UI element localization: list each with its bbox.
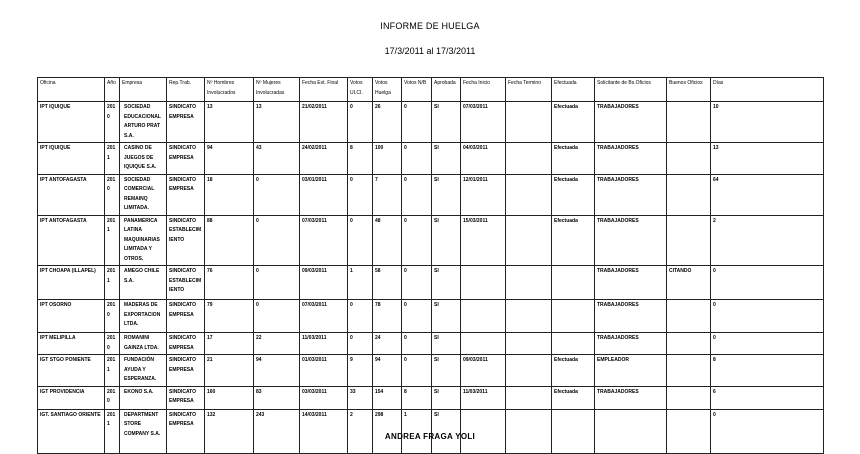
cell-fecha-ext-final: 07/03/2011 — [300, 300, 348, 333]
cell-votos-nb: 1 — [402, 409, 432, 453]
cell-fecha-inicio — [461, 266, 506, 300]
table-row — [38, 174, 824, 215]
cell-solicitante: TRABAJADORES — [595, 102, 667, 143]
cell-dias: 13 — [711, 143, 824, 175]
cell-solicitante: EMPLEADOR — [595, 355, 667, 387]
cell-fecha-inicio — [461, 409, 506, 453]
cell-votos-nb: 0 — [402, 333, 432, 355]
cell-fecha-inicio: 11/03/2011 — [461, 386, 506, 409]
cell-votos-nb: 0 — [402, 300, 432, 333]
report-title: INFORME DE HUELGA — [380, 21, 480, 31]
cell-dias: 64 — [711, 174, 824, 215]
cell-empresa: EKONO S.A. — [120, 386, 167, 409]
cell-anio: 2010 — [105, 174, 120, 215]
cell-votos-nb: 0 — [402, 215, 432, 266]
cell-votos-ui-ci: 0 — [348, 300, 373, 333]
cell-aprobada: SI — [432, 102, 461, 143]
cell-empresa: AMEGO CHILE S.A. — [120, 266, 167, 300]
cell-mujeres: 0 — [254, 174, 300, 215]
cell-votos-huelga: 7 — [373, 174, 402, 215]
table-row — [38, 215, 824, 266]
cell-dias: 8 — [711, 355, 824, 387]
cell-anio: 2011 — [105, 143, 120, 175]
cell-rep-trab: SINDICATO EMPRESA — [167, 386, 205, 409]
cell-empresa: FUNDACIÓN AYUDA Y ESPERANZA. — [120, 355, 167, 387]
cell-efectuada: Efectuada — [552, 386, 595, 409]
cell-votos-huelga: 100 — [373, 143, 402, 175]
table-row — [38, 386, 824, 409]
cell-rep-trab: SINDICATO ESTABLECIMIENTO — [167, 266, 205, 300]
cell-aprobada: SI — [432, 333, 461, 355]
cell-dias: 0 — [711, 333, 824, 355]
cell-anio: 2011 — [105, 409, 120, 453]
column-header-votos-ui-ci: Votos UI.CI. — [348, 78, 373, 102]
cell-efectuada: Efectuada — [552, 355, 595, 387]
cell-fecha-termino — [506, 215, 552, 266]
cell-fecha-termino — [506, 386, 552, 409]
cell-buenos-oficios — [667, 215, 711, 266]
cell-fecha-inicio: 04/03/2011 — [461, 143, 506, 175]
cell-anio: 2011 — [105, 355, 120, 387]
cell-oficina: IPT ANTOFAGASTA — [38, 174, 105, 215]
cell-votos-nb: 0 — [402, 102, 432, 143]
cell-efectuada: Efectuada — [552, 102, 595, 143]
cell-votos-huelga: 154 — [373, 386, 402, 409]
cell-anio: 2010 — [105, 300, 120, 333]
cell-aprobada: SI — [432, 355, 461, 387]
cell-efectuada — [552, 333, 595, 355]
cell-hombres: 79 — [205, 300, 254, 333]
cell-votos-huelga: 24 — [373, 333, 402, 355]
cell-hombres: 13 — [205, 102, 254, 143]
cell-buenos-oficios — [667, 355, 711, 387]
cell-anio: 2011 — [105, 266, 120, 300]
cell-votos-huelga: 58 — [373, 266, 402, 300]
cell-oficina: IPT OSORNO — [38, 300, 105, 333]
column-header-fecha-termino: Fecha Termino — [506, 78, 552, 102]
table-row — [38, 409, 824, 453]
cell-hombres: 18 — [205, 174, 254, 215]
cell-votos-ui-ci: 0 — [348, 174, 373, 215]
cell-votos-nb: 0 — [402, 355, 432, 387]
cell-buenos-oficios — [667, 333, 711, 355]
cell-aprobada: SI — [432, 409, 461, 453]
cell-solicitante: TRABAJADORES — [595, 386, 667, 409]
cell-hombres: 17 — [205, 333, 254, 355]
cell-empresa: SOCIEDAD EDUCACIONAL ARTURO PRAT S.A. — [120, 102, 167, 143]
cell-votos-ui-ci: 2 — [348, 409, 373, 453]
cell-fecha-inicio: 07/03/2011 — [461, 102, 506, 143]
cell-votos-huelga: 48 — [373, 215, 402, 266]
cell-fecha-ext-final: 09/03/2011 — [300, 266, 348, 300]
table-row — [38, 300, 824, 333]
cell-fecha-inicio — [461, 333, 506, 355]
cell-empresa: PANAMERICA LATINA MAQUINARIAS LIMITADA Y OTROS. — [120, 215, 167, 266]
report-date-range: 17/3/2011 al 17/3/2011 — [384, 46, 476, 56]
table-row — [38, 102, 824, 143]
cell-empresa: CASINO DE JUEGOS DE IQUIQUE S.A. — [120, 143, 167, 175]
cell-efectuada — [552, 300, 595, 333]
cell-hombres: 21 — [205, 355, 254, 387]
cell-oficina: IGT STGO PONIENTE — [38, 355, 105, 387]
signature-name: ANDREA FRAGA YOLI — [384, 432, 476, 441]
column-header-solicitante: Solicitante de Bs.Oficios — [595, 78, 667, 102]
cell-aprobada: SI — [432, 215, 461, 266]
cell-mujeres: 243 — [254, 409, 300, 453]
column-header-fecha-inicio: Fecha Inicio — [461, 78, 506, 102]
cell-votos-huelga: 78 — [373, 300, 402, 333]
column-header-mujeres: Nº Mujeres Involucradas — [254, 78, 300, 102]
column-header-hombres: Nº Hombres Involucrados — [205, 78, 254, 102]
cell-votos-huelga: 298 — [373, 409, 402, 453]
cell-oficina: IPT CHOAPA (ILLAPEL) — [38, 266, 105, 300]
cell-fecha-termino — [506, 333, 552, 355]
cell-efectuada: Efectuada — [552, 215, 595, 266]
cell-mujeres: 94 — [254, 355, 300, 387]
cell-efectuada — [552, 266, 595, 300]
column-header-aprobada: Aprobada — [432, 78, 461, 102]
cell-empresa: SOCIEDAD COMERCIAL REMAINQ LIMITADA. — [120, 174, 167, 215]
cell-votos-ui-ci: 8 — [348, 143, 373, 175]
cell-fecha-termino — [506, 266, 552, 300]
column-header-votos-huelga: Votos Huelga — [373, 78, 402, 102]
cell-oficina: IPT IQUIQUE — [38, 143, 105, 175]
cell-fecha-ext-final: 14/03/2011 — [300, 409, 348, 453]
cell-votos-ui-ci: 0 — [348, 215, 373, 266]
cell-fecha-termino — [506, 143, 552, 175]
cell-dias: 0 — [711, 300, 824, 333]
cell-dias: 6 — [711, 386, 824, 409]
cell-buenos-oficios: CITANDO — [667, 266, 711, 300]
cell-hombres: 94 — [205, 143, 254, 175]
cell-votos-nb: 0 — [402, 266, 432, 300]
cell-rep-trab: SINDICATO EMPRESA — [167, 333, 205, 355]
cell-mujeres: 43 — [254, 143, 300, 175]
cell-rep-trab: SINDICATO EMPRESA — [167, 409, 205, 453]
cell-empresa: DEPARTMENT STORE COMPANY S.A. — [120, 409, 167, 453]
cell-dias: 2 — [711, 215, 824, 266]
table-header-row — [38, 78, 824, 102]
cell-fecha-inicio: 12/01/2011 — [461, 174, 506, 215]
cell-fecha-ext-final: 01/03/2011 — [300, 355, 348, 387]
column-header-oficina: Oficina — [38, 78, 105, 102]
cell-votos-ui-ci: 9 — [348, 355, 373, 387]
cell-mujeres: 0 — [254, 215, 300, 266]
cell-fecha-ext-final: 03/03/2011 — [300, 386, 348, 409]
cell-anio: 2010 — [105, 102, 120, 143]
cell-anio: 2010 — [105, 333, 120, 355]
cell-fecha-inicio — [461, 300, 506, 333]
column-header-empresa: Empresa — [120, 78, 167, 102]
cell-fecha-ext-final: 24/02/2011 — [300, 143, 348, 175]
column-header-anio: Año — [105, 78, 120, 102]
cell-fecha-termino — [506, 102, 552, 143]
cell-oficina: IPT MELIPILLA — [38, 333, 105, 355]
cell-hombres: 88 — [205, 215, 254, 266]
cell-oficina: IGT PROVIDENCIA — [38, 386, 105, 409]
cell-mujeres: 13 — [254, 102, 300, 143]
cell-anio: 2010 — [105, 386, 120, 409]
cell-fecha-inicio: 09/03/2011 — [461, 355, 506, 387]
column-header-dias: Días — [711, 78, 824, 102]
cell-votos-ui-ci: 0 — [348, 102, 373, 143]
cell-mujeres: 83 — [254, 386, 300, 409]
cell-rep-trab: SINDICATO EMPRESA — [167, 174, 205, 215]
cell-hombres: 160 — [205, 386, 254, 409]
cell-hombres: 132 — [205, 409, 254, 453]
cell-fecha-termino — [506, 355, 552, 387]
cell-buenos-oficios — [667, 174, 711, 215]
cell-votos-nb: 0 — [402, 143, 432, 175]
cell-buenos-oficios — [667, 300, 711, 333]
cell-fecha-ext-final: 21/02/2011 — [300, 102, 348, 143]
column-header-votos-nb: Votos N/B — [402, 78, 432, 102]
cell-votos-nb: 0 — [402, 174, 432, 215]
cell-oficina: IPT IQUIQUE — [38, 102, 105, 143]
cell-solicitante: TRABAJADORES — [595, 215, 667, 266]
cell-solicitante: TRABAJADORES — [595, 333, 667, 355]
cell-fecha-inicio: 15/03/2011 — [461, 215, 506, 266]
cell-votos-nb: 8 — [402, 386, 432, 409]
cell-empresa: MADERAS DE EXPORTACION LTDA. — [120, 300, 167, 333]
cell-rep-trab: SINDICATO EMPRESA — [167, 355, 205, 387]
cell-fecha-termino — [506, 174, 552, 215]
cell-oficina: IPT ANTOFAGASTA — [38, 215, 105, 266]
column-header-fecha-ext-final: Fecha Ext. Final — [300, 78, 348, 102]
cell-dias: 0 — [711, 409, 824, 453]
table-row — [38, 333, 824, 355]
cell-votos-ui-ci: 33 — [348, 386, 373, 409]
cell-solicitante: TRABAJADORES — [595, 266, 667, 300]
cell-votos-huelga: 26 — [373, 102, 402, 143]
cell-buenos-oficios — [667, 143, 711, 175]
cell-votos-ui-ci: 0 — [348, 333, 373, 355]
cell-rep-trab: SINDICATO EMPRESA — [167, 102, 205, 143]
cell-buenos-oficios — [667, 386, 711, 409]
cell-dias: 10 — [711, 102, 824, 143]
cell-anio: 2011 — [105, 215, 120, 266]
table-row — [38, 355, 824, 387]
column-header-efectuada: Efectuada — [552, 78, 595, 102]
cell-aprobada: SI — [432, 266, 461, 300]
cell-votos-ui-ci: 1 — [348, 266, 373, 300]
cell-mujeres: 0 — [254, 300, 300, 333]
cell-solicitante: TRABAJADORES — [595, 174, 667, 215]
cell-aprobada: SI — [432, 174, 461, 215]
cell-aprobada: SI — [432, 386, 461, 409]
cell-fecha-ext-final: 07/03/2011 — [300, 215, 348, 266]
cell-buenos-oficios — [667, 102, 711, 143]
cell-mujeres: 22 — [254, 333, 300, 355]
column-header-rep-trab: Rep.Trab. — [167, 78, 205, 102]
cell-fecha-ext-final: 03/01/2011 — [300, 174, 348, 215]
column-header-buenos-oficios: Buenos Oficios — [667, 78, 711, 102]
cell-solicitante: TRABAJADORES — [595, 300, 667, 333]
cell-hombres: 76 — [205, 266, 254, 300]
cell-aprobada: SI — [432, 143, 461, 175]
table-row — [38, 143, 824, 175]
cell-solicitante: TRABAJADORES — [595, 143, 667, 175]
cell-efectuada — [552, 409, 595, 453]
cell-rep-trab: SINDICATO ESTABLECIMIENTO — [167, 215, 205, 266]
cell-aprobada: SI — [432, 300, 461, 333]
cell-fecha-ext-final: 11/03/2011 — [300, 333, 348, 355]
cell-fecha-termino — [506, 300, 552, 333]
cell-fecha-termino — [506, 409, 552, 453]
strike-report-table — [37, 77, 824, 454]
cell-rep-trab: SINDICATO EMPRESA — [167, 143, 205, 175]
cell-dias: 0 — [711, 266, 824, 300]
cell-votos-huelga: 94 — [373, 355, 402, 387]
cell-efectuada: Efectuada — [552, 174, 595, 215]
cell-empresa: ROMANINI GAINZA LTDA. — [120, 333, 167, 355]
cell-rep-trab: SINDICATO EMPRESA — [167, 300, 205, 333]
table-row — [38, 266, 824, 300]
cell-efectuada: Efectuada — [552, 143, 595, 175]
cell-buenos-oficios — [667, 409, 711, 453]
cell-oficina: IGT. SANTIAGO ORIENTE — [38, 409, 105, 453]
cell-solicitante — [595, 409, 667, 453]
cell-mujeres: 0 — [254, 266, 300, 300]
